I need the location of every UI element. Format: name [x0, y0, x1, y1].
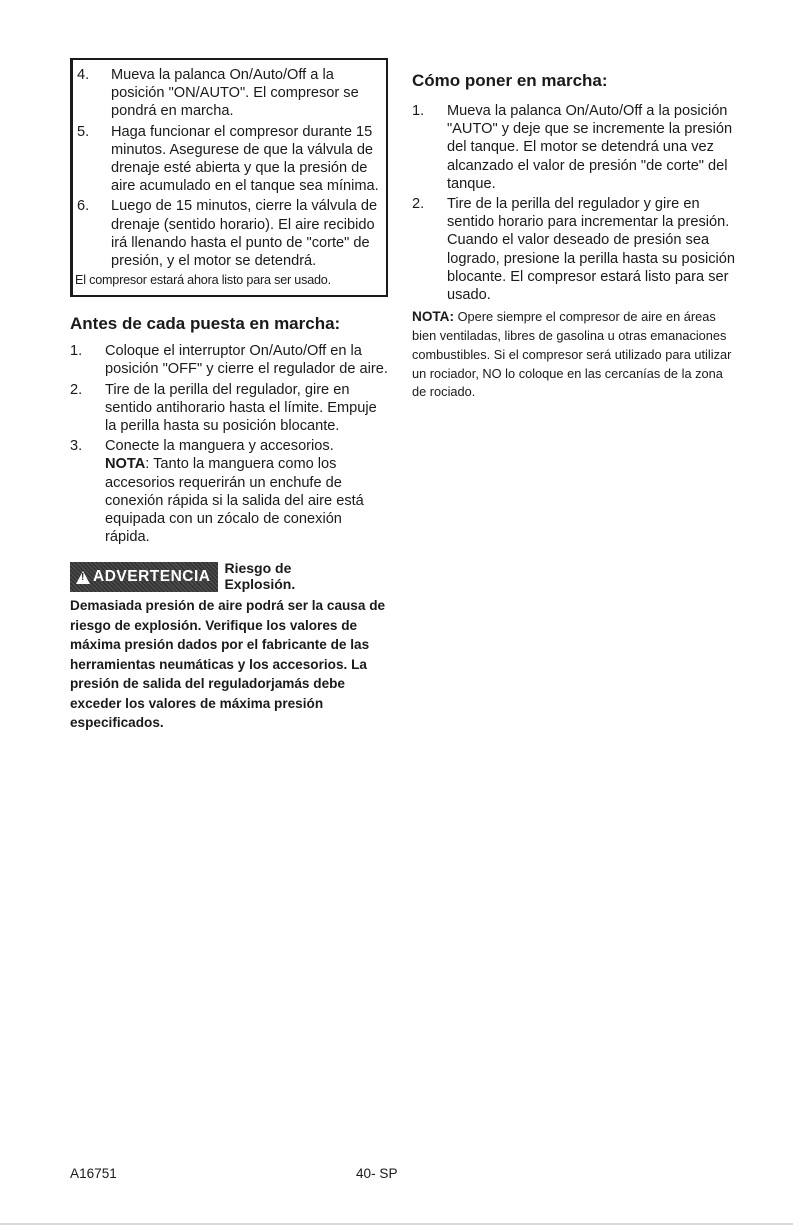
step-number: 4.: [77, 67, 90, 83]
warning-title-line: Riesgo de: [224, 560, 292, 577]
warning-body: Demasiada presión de aire podrá ser la causa de riesgo de explosión. Verifique los valores de máxima presión dados por el fabricante de las herramientas neumáticas y los accesorios. La presión de salida del reguladorjamás debe exceder los valores de máxima presión especificados.: [70, 598, 386, 730]
startup-steps-box: [70, 58, 388, 297]
step-text: Luego de 15 minutos, cierre la válvula de drenaje (sentido horario). El aire recibido irá llenando hasta el punto de "corte" de presión, y el motor se detendrá.: [111, 198, 378, 270]
step-text: Mueva la palanca On/Auto/Off a la posición "AUTO" y deje que se incremente la presión del tanque. El motor se detendrá una vez alcanzado el valor de presión "de corte" del tanque.: [447, 103, 733, 192]
step-text: Tire de la perilla del regulador y gire en sentido horario para incrementar la presión. Cuando el valor deseado de presión sea logrado, presione la perilla hasta su posición blocante. El compresor estará listo para ser usado.: [447, 196, 735, 304]
box-footer-note: El compresor estará ahora listo para ser usado.: [75, 273, 331, 288]
step-text: Haga funcionar el compresor durante 15 minutos. Asegurese de que la válvula de drenaje esté abierta y que la presión de aire acumulado en el tanque sea mínima.: [111, 123, 379, 195]
warning-header: [70, 560, 388, 592]
step-number: 2.: [412, 196, 425, 213]
step-number: 6.: [77, 198, 90, 215]
step-text: [105, 437, 388, 546]
page-number: 40- SP: [356, 1166, 398, 1181]
nota-label: NOTA: [105, 456, 146, 473]
warning-title: [224, 560, 295, 592]
box-step: [73, 66, 380, 121]
step-number: 1.: [412, 103, 425, 119]
box-step: [73, 123, 380, 196]
step-number: 2.: [70, 381, 83, 398]
nota-text: Opere siempre el compresor de aire en áreas bien ventiladas, libres de gasolina u otras emanaciones combustibles. Si el compresor será utilizado para utilizar un rociador, NO lo coloque en las cercanías de la zona de rociado.: [412, 309, 732, 400]
nota-block: [412, 308, 740, 402]
right-column: [412, 70, 740, 402]
como-step: [412, 195, 740, 304]
nota-text: : Tanto la manguera como los accesorios requerirán un enchufe de conexión rápida si la salida del aire está equipada con un zócalo de conexión rápida.: [105, 456, 364, 546]
como-heading: Cómo poner en marcha:: [412, 71, 608, 90]
warning-triangle-icon: [76, 571, 90, 584]
warning-badge-label: ADVERTENCIA: [93, 568, 211, 586]
step-text: Tire de la perilla del regulador, gire en sentido antihorario hasta el límite. Empuje la perilla hasta su posición blocante.: [105, 381, 377, 435]
antes-step: [70, 342, 388, 378]
antes-step: [70, 437, 388, 546]
left-column: [70, 58, 388, 732]
step-number: 1.: [70, 343, 83, 360]
step-number: 5.: [77, 123, 90, 140]
como-step: [412, 102, 740, 193]
document-code: A16751: [70, 1166, 117, 1181]
nota-label: NOTA:: [412, 309, 455, 325]
antes-heading: Antes de cada puesta en marcha:: [70, 314, 341, 334]
step-number: 3.: [70, 438, 83, 455]
step-text-part: Conecte la manguera y accesorios.: [105, 438, 334, 455]
box-step: [73, 197, 380, 270]
warning-title-line: Explosión.: [224, 576, 296, 593]
step-text: Mueva la palanca On/Auto/Off a la posición "ON/AUTO". El compresor se pondrá en marcha.: [111, 67, 359, 120]
step-text: Coloque el interruptor On/Auto/Off en la posición "OFF" y cierre el regulador de aire.: [105, 343, 388, 378]
antes-step: [70, 381, 388, 436]
warning-badge: [70, 562, 218, 592]
